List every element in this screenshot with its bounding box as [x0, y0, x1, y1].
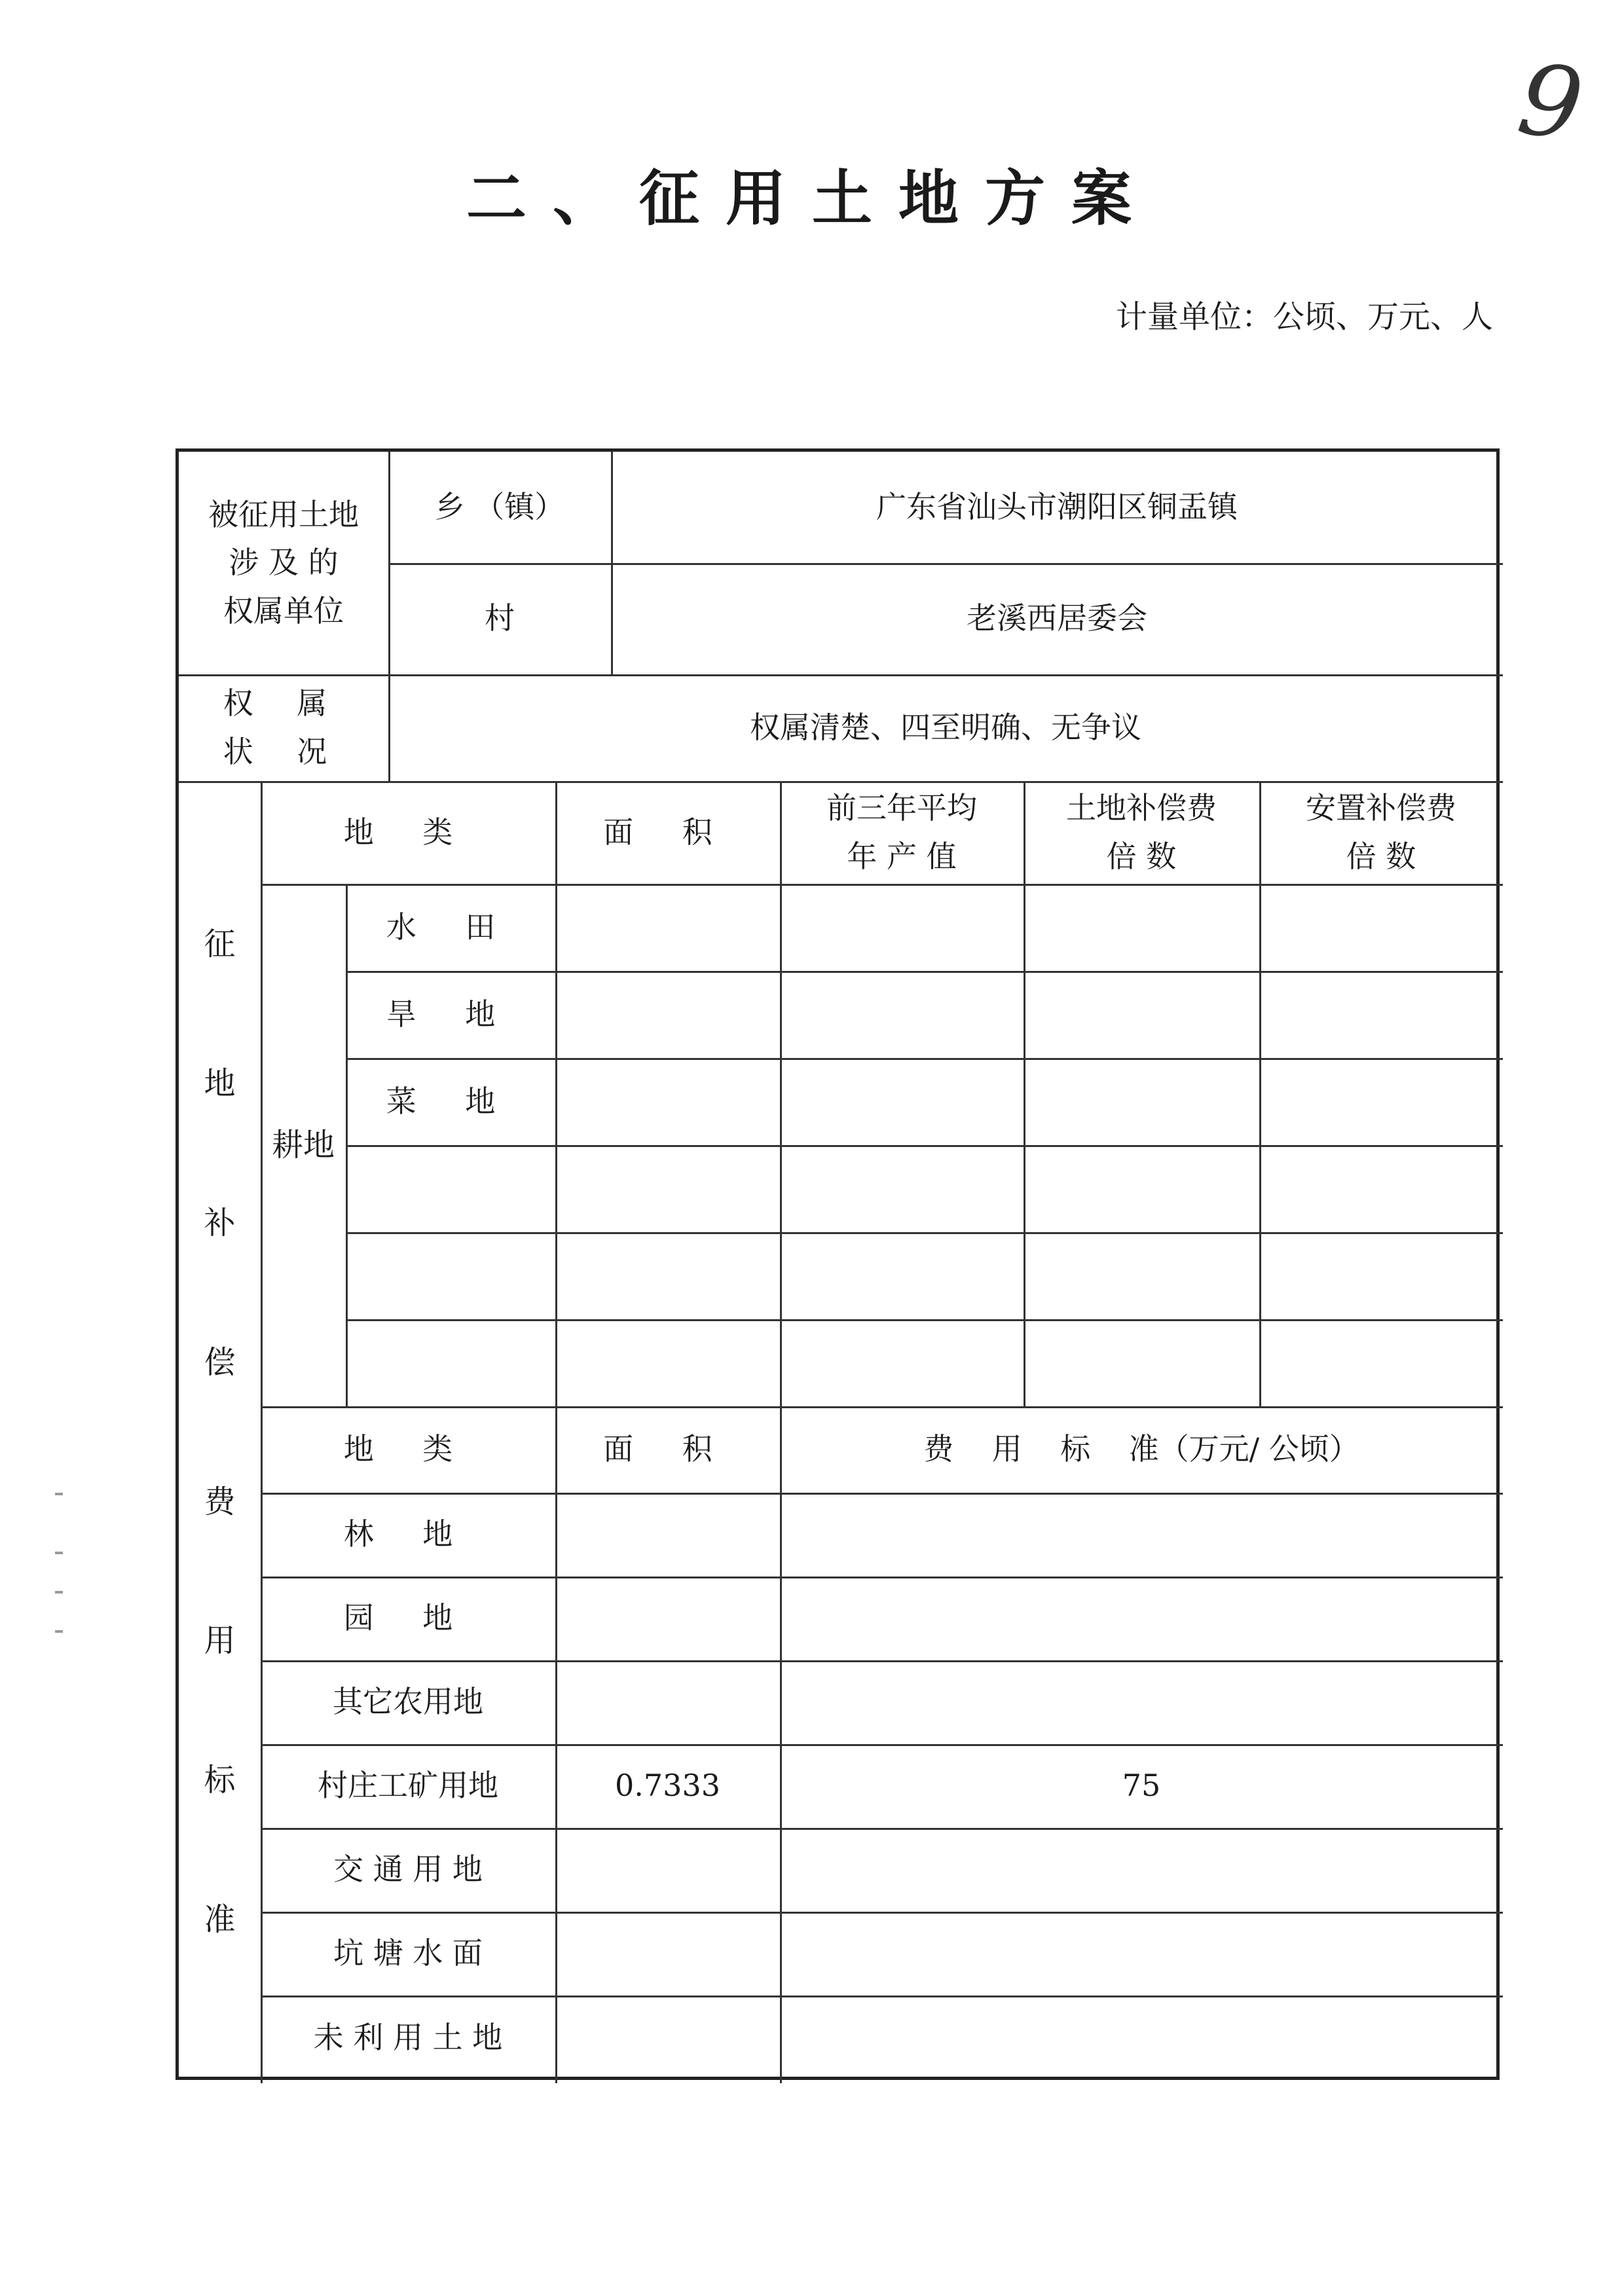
other-row-type: 园 地 — [343, 1600, 473, 1636]
other-header-area: 面 积 — [603, 1431, 732, 1467]
land-acquisition-form — [175, 448, 1500, 2080]
cultivated-header-output: 前三年平均 年 产 值 — [826, 790, 977, 874]
township-value: 广东省汕头市潮阳区铜盂镇 — [876, 489, 1238, 525]
other-header-standard: 费 用 标 准（万元/ 公顷） — [923, 1431, 1359, 1467]
township-label: 乡 （镇） — [434, 489, 565, 525]
cultivated-row-type — [346, 1145, 555, 1232]
page-number: 9 — [1511, 42, 1590, 164]
ownership-units-label: 被征用土地 涉 及 的 权属单位 — [208, 496, 359, 629]
other-row-area: 0.7333 — [615, 1768, 720, 1804]
other-row-type: 交 通 用 地 — [333, 1851, 483, 1887]
cultivated-row-type: 水 田 — [386, 909, 515, 945]
cultivated-header-area: 面 积 — [603, 814, 732, 850]
ownership-status-label: 权 属 状 况 — [223, 685, 344, 769]
other-row-type: 其它农用地 — [333, 1684, 483, 1720]
other-header-type: 地 类 — [343, 1431, 473, 1467]
cultivated-header-resettle-multiplier: 安置补偿费 倍 数 — [1306, 790, 1456, 874]
other-row-type: 林 地 — [343, 1516, 473, 1552]
cultivated-row-type — [346, 1319, 555, 1406]
page-title: 二、征用土地方案 — [466, 164, 1158, 234]
unit-note: 计量单位：公顷、万元、人 — [1115, 299, 1493, 335]
other-row-type: 村庄工矿用地 — [318, 1768, 498, 1804]
cultivated-row-type: 旱 地 — [386, 996, 515, 1032]
scan-mark — [55, 1552, 63, 1554]
cultivated-header-land-multiplier: 土地补偿费 倍 数 — [1066, 790, 1217, 874]
village-label: 村 — [485, 600, 515, 636]
scan-mark — [55, 1630, 63, 1633]
other-row-type: 未 利 用 土 地 — [313, 2019, 503, 2055]
village-value: 老溪西居委会 — [967, 600, 1147, 636]
other-row-type: 坑 塘 水 面 — [333, 1935, 483, 1971]
cultivated-land-label: 耕 地 — [271, 1126, 335, 1163]
cultivated-header-type: 地 类 — [343, 814, 473, 850]
scan-mark — [55, 1591, 63, 1594]
scan-mark — [55, 1493, 63, 1495]
other-row-standard: 75 — [1122, 1768, 1161, 1804]
cultivated-row-type — [346, 1232, 555, 1319]
cultivated-row-type: 菜 地 — [386, 1083, 515, 1119]
ownership-status-value: 权属清楚、四至明确、无争议 — [750, 709, 1141, 745]
compensation-side-label: 征 地 补 偿 费 用 标 准 — [204, 926, 236, 1938]
